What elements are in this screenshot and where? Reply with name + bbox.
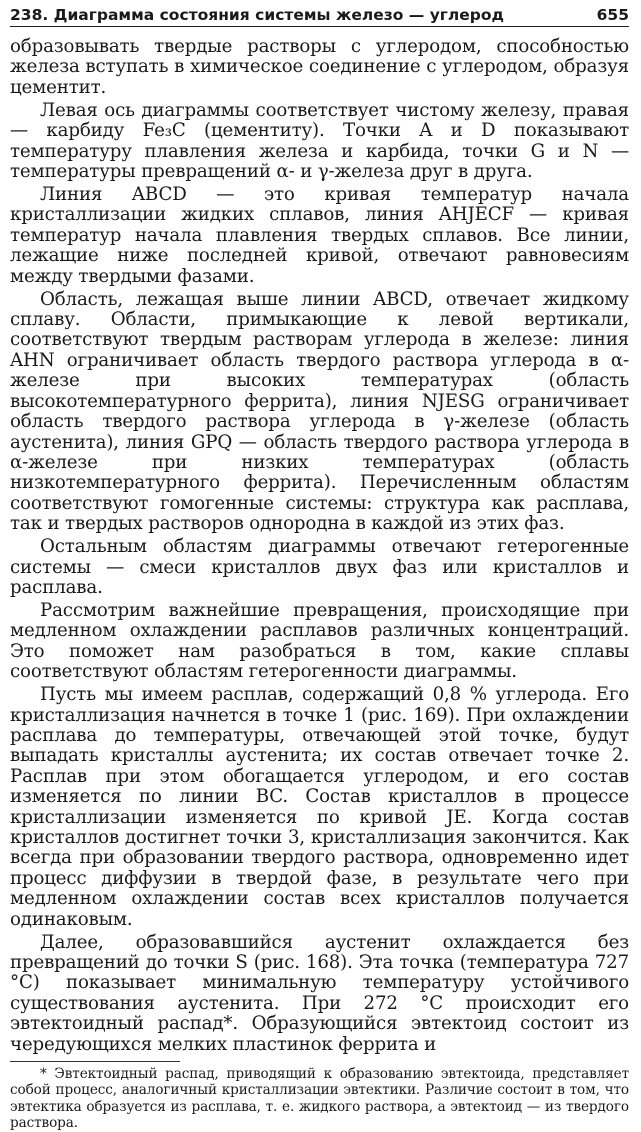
- main-text: [10, 37, 629, 1055]
- paragraph: Рассмотрим важнейшие превращения, происходящие при медленном охлаждении расплавов различных концентраций. Это поможет нам разобраться в том, какие сплавы соответствуют областям гетерогенности диаграммы.: [10, 599, 629, 683]
- chapter-title: 238. Диаграмма состояния системы железо — углерод: [10, 6, 505, 24]
- footnote-divider: [10, 1061, 180, 1062]
- paragraph: Область, лежащая выше линии ABCD, отвечает жидкому сплаву. Области, примыкающие к левой вертикали, соответствуют твердым растворам углерода в железе: линия AHN ограничивает область твердого раствора углерода в α-железе при высоких температурах (область высокотемпературного феррита), линия NJESG ограничивает область твердого раствора углерода в γ-железе (область аустенита), линия GPQ — область твердого раствора углерода в α-железе при низких температурах (область низкотемпературного феррита). Перечисленным областям соответствуют гомогенные системы: структура как расплава, так и твердых растворов однородна в каждой из этих фаз.: [10, 288, 629, 535]
- footnote: * Эвтектоидный распад, приводящий к образованию эвтектоида, представляет собой процесс, аналогичный кристаллизации эвтектики. Различие состоит в том, что эвтектика образуется из расплава, т. е. жидкого раствора, а эвтектоид — из твердого раствора.: [10, 1066, 629, 1132]
- page-number: 655: [596, 6, 629, 24]
- paragraph: образовывать твердые растворы с углеродом, способностью железа вступать в химическое соединение с углеродом, образуя цементит.: [10, 36, 629, 98]
- paragraph: Пусть мы имеем расплав, содержащий 0,8 % углерода. Его кристаллизация начнется в точке 1 (рис. 169). При охлаждении расплава до температуры, отвечающей этой точке, будут выпадать кристаллы аустенита; их состав отвечает точке 2. Расплав при этом обогащается углеродом, и его состав изменяется по линии BC. Состав кристаллов в процессе кристаллизации изменяется по кривой JE. Когда состав кристаллов достигнет точки 3, кристаллизация закончится. Как всегда при образовании твердого раствора, одновременно идет процесс диффузии в твердой фазе, в результате чего при медленном охлаждении состав всех кристаллов получается одинаковым.: [10, 684, 629, 930]
- paragraph: Далее, образовавшийся аустенит охлаждается без превращений до точки S (рис. 168). Эта точка (температура 727 °C) показывает минимальную температуру устойчивого существования аустенита. При 272 °C происходит его эвтектоидный распад*. Образующийся эвтектоид состоит из чередующихся мелких пластинок феррита и: [10, 931, 629, 1055]
- paragraph: Остальным областям диаграммы отвечают гетерогенные системы — смеси кристаллов двух фаз или кристаллов и расплава.: [10, 536, 629, 598]
- paragraph: Линия ABCD — это кривая температур начала кристаллизации жидких сплавов, линия AHJECF — кривая температур начала плавления твердых сплавов. Все линии, лежащие ниже последней кривой, отвечают равновесиям между твердыми фазами.: [10, 184, 629, 287]
- running-header: [10, 6, 629, 27]
- paragraph: Левая ось диаграммы соответствует чистому железу, правая — карбиду Fe₃C (цементиту). Точки A и D показывают температуру плавления железа и карбида, точки G и N — температуры превращений α- и γ-железа друг в друга.: [10, 99, 629, 183]
